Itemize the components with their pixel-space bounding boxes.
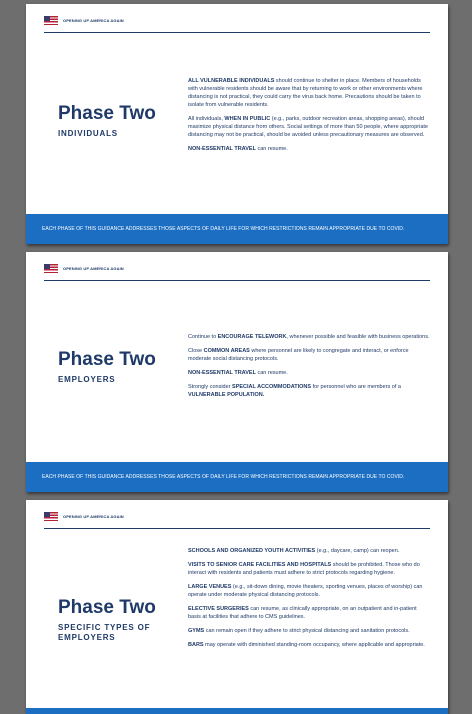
paragraph-text: can resume. bbox=[255, 369, 288, 376]
us-flag-icon bbox=[44, 16, 58, 25]
slide-footer bbox=[26, 708, 448, 714]
slide-individuals bbox=[26, 4, 448, 244]
emphasis-text: WHEN IN PUBLIC bbox=[224, 115, 271, 122]
brand-label: OPENING UP AMERICA AGAIN bbox=[63, 266, 124, 271]
body-paragraph bbox=[188, 562, 430, 578]
title-block bbox=[58, 598, 168, 644]
slide-header bbox=[44, 512, 124, 521]
emphasis-text: LARGE VENUES bbox=[188, 583, 232, 590]
body-paragraph bbox=[188, 116, 430, 140]
paragraph-text: All individuals, bbox=[188, 115, 225, 122]
body-paragraph bbox=[188, 606, 430, 622]
slide-title: Phase Two bbox=[58, 103, 156, 124]
emphasis-text: VULNERABLE POPULATION. bbox=[188, 391, 265, 398]
paragraph-text: , whenever possible and feasible with business operations. bbox=[286, 334, 430, 340]
header-rule bbox=[44, 32, 430, 33]
brand-label: OPENING UP AMERICA AGAIN bbox=[63, 514, 124, 519]
slide-subtitle: INDIVIDUALS bbox=[58, 128, 118, 138]
paragraph-text: Strongly consider bbox=[188, 383, 233, 390]
slide-footer: EACH PHASE OF THIS GUIDANCE ADDRESSES THOSE ASPECTS OF DAILY LIFE FOR WHICH RESTRICTIONS REMAIN APPROPRIATE DUE TO COVID. bbox=[26, 214, 448, 244]
emphasis-text: NON-ESSENTIAL TRAVEL bbox=[188, 145, 256, 152]
body-paragraph bbox=[188, 334, 430, 342]
paragraph-text: can resume. bbox=[255, 145, 288, 152]
paragraph-text: Close bbox=[188, 347, 204, 354]
title-block bbox=[58, 350, 156, 385]
paragraph-text: (e.g., parks, outdoor recreation areas, shopping areas), should maximize physical distance from others. Social settings of more than 50 people, where appropriate distancing may not be practical, should be avoided unless precautionary measures are observed. bbox=[188, 115, 428, 138]
emphasis-text: ELECTIVE SURGERIES bbox=[188, 605, 249, 612]
brand-label: OPENING UP AMERICA AGAIN bbox=[63, 18, 124, 23]
title-block bbox=[58, 104, 156, 139]
body-paragraph bbox=[188, 370, 430, 378]
emphasis-text: BARS bbox=[188, 641, 204, 648]
emphasis-text: SCHOOLS AND ORGANIZED YOUTH ACTIVITIES bbox=[188, 548, 316, 554]
header-rule bbox=[44, 528, 430, 529]
slide-header bbox=[44, 16, 124, 25]
body-paragraph bbox=[188, 548, 430, 556]
paragraph-text: for personnel who are members of a bbox=[311, 383, 401, 390]
slide-subtitle: SPECIFIC TYPES OF EMPLOYERS bbox=[58, 622, 151, 643]
paragraph-text: can resume, as clinically appropriate, on an outpatient and in-patient basis at facilities that adhere to CMS guidelines. bbox=[188, 605, 417, 620]
paragraph-text: should be prohibited. Those who do interact with residents and patients must adhere to strict protocols regarding hygiene. bbox=[188, 561, 420, 576]
emphasis-text: COMMON AREAS bbox=[203, 347, 250, 354]
paragraph-text: (e.g., sit-down dining, movie theaters, sporting venues, places of worship) can operate under moderate physical distancing protocols. bbox=[188, 583, 423, 598]
slide-subtitle: EMPLOYERS bbox=[58, 374, 116, 384]
paragraph-text: may operate with diminished standing-room occupancy, where applicable and appropriate. bbox=[203, 641, 425, 648]
slide-header bbox=[44, 264, 124, 273]
header-rule bbox=[44, 280, 430, 281]
us-flag-icon bbox=[44, 264, 58, 273]
emphasis-text: ALL VULNERABLE INDIVIDUALS bbox=[188, 78, 275, 84]
emphasis-text: SPECIAL ACCOMMODATIONS bbox=[232, 383, 312, 390]
slide-body bbox=[188, 78, 430, 160]
paragraph-text: should continue to shelter in place. Members of households with vulnerable residents should be aware that by returning to work or other environments where distancing is not practical, they could carry the virus back home. Precautions should be taken to isolate from vulnerable residents. bbox=[188, 78, 423, 108]
paragraph-text: can remain open if they adhere to strict physical distancing and sanitation protocols. bbox=[204, 627, 410, 634]
body-paragraph bbox=[188, 642, 430, 650]
paragraph-text: (e.g., daycare, camp) can reopen. bbox=[315, 548, 400, 554]
emphasis-text: VISITS TO SENIOR CARE FACILITIES AND HOSPITALS bbox=[188, 561, 332, 568]
slide-footer: EACH PHASE OF THIS GUIDANCE ADDRESSES THOSE ASPECTS OF DAILY LIFE FOR WHICH RESTRICTIONS REMAIN APPROPRIATE DUE TO COVID. bbox=[26, 462, 448, 492]
emphasis-text: NON-ESSENTIAL TRAVEL bbox=[188, 369, 256, 376]
slide-body bbox=[188, 334, 430, 406]
body-paragraph bbox=[188, 146, 430, 154]
body-paragraph bbox=[188, 584, 430, 600]
slide-title: Phase Two bbox=[58, 349, 156, 370]
us-flag-icon bbox=[44, 512, 58, 521]
emphasis-text: ENCOURAGE TELEWORK bbox=[217, 334, 287, 340]
slide-title: Phase Two bbox=[58, 597, 156, 618]
paragraph-text: where personnel are likely to congregate and interact, or enforce moderate social distancing protocols. bbox=[188, 347, 409, 362]
body-paragraph bbox=[188, 628, 430, 636]
body-paragraph bbox=[188, 384, 430, 400]
slide-specific-employers bbox=[26, 500, 448, 714]
emphasis-text: GYMS bbox=[188, 627, 205, 634]
slide-employers bbox=[26, 252, 448, 492]
slide-body bbox=[188, 548, 430, 656]
body-paragraph bbox=[188, 78, 430, 110]
paragraph-text: Continue to bbox=[188, 334, 218, 340]
body-paragraph bbox=[188, 348, 430, 364]
